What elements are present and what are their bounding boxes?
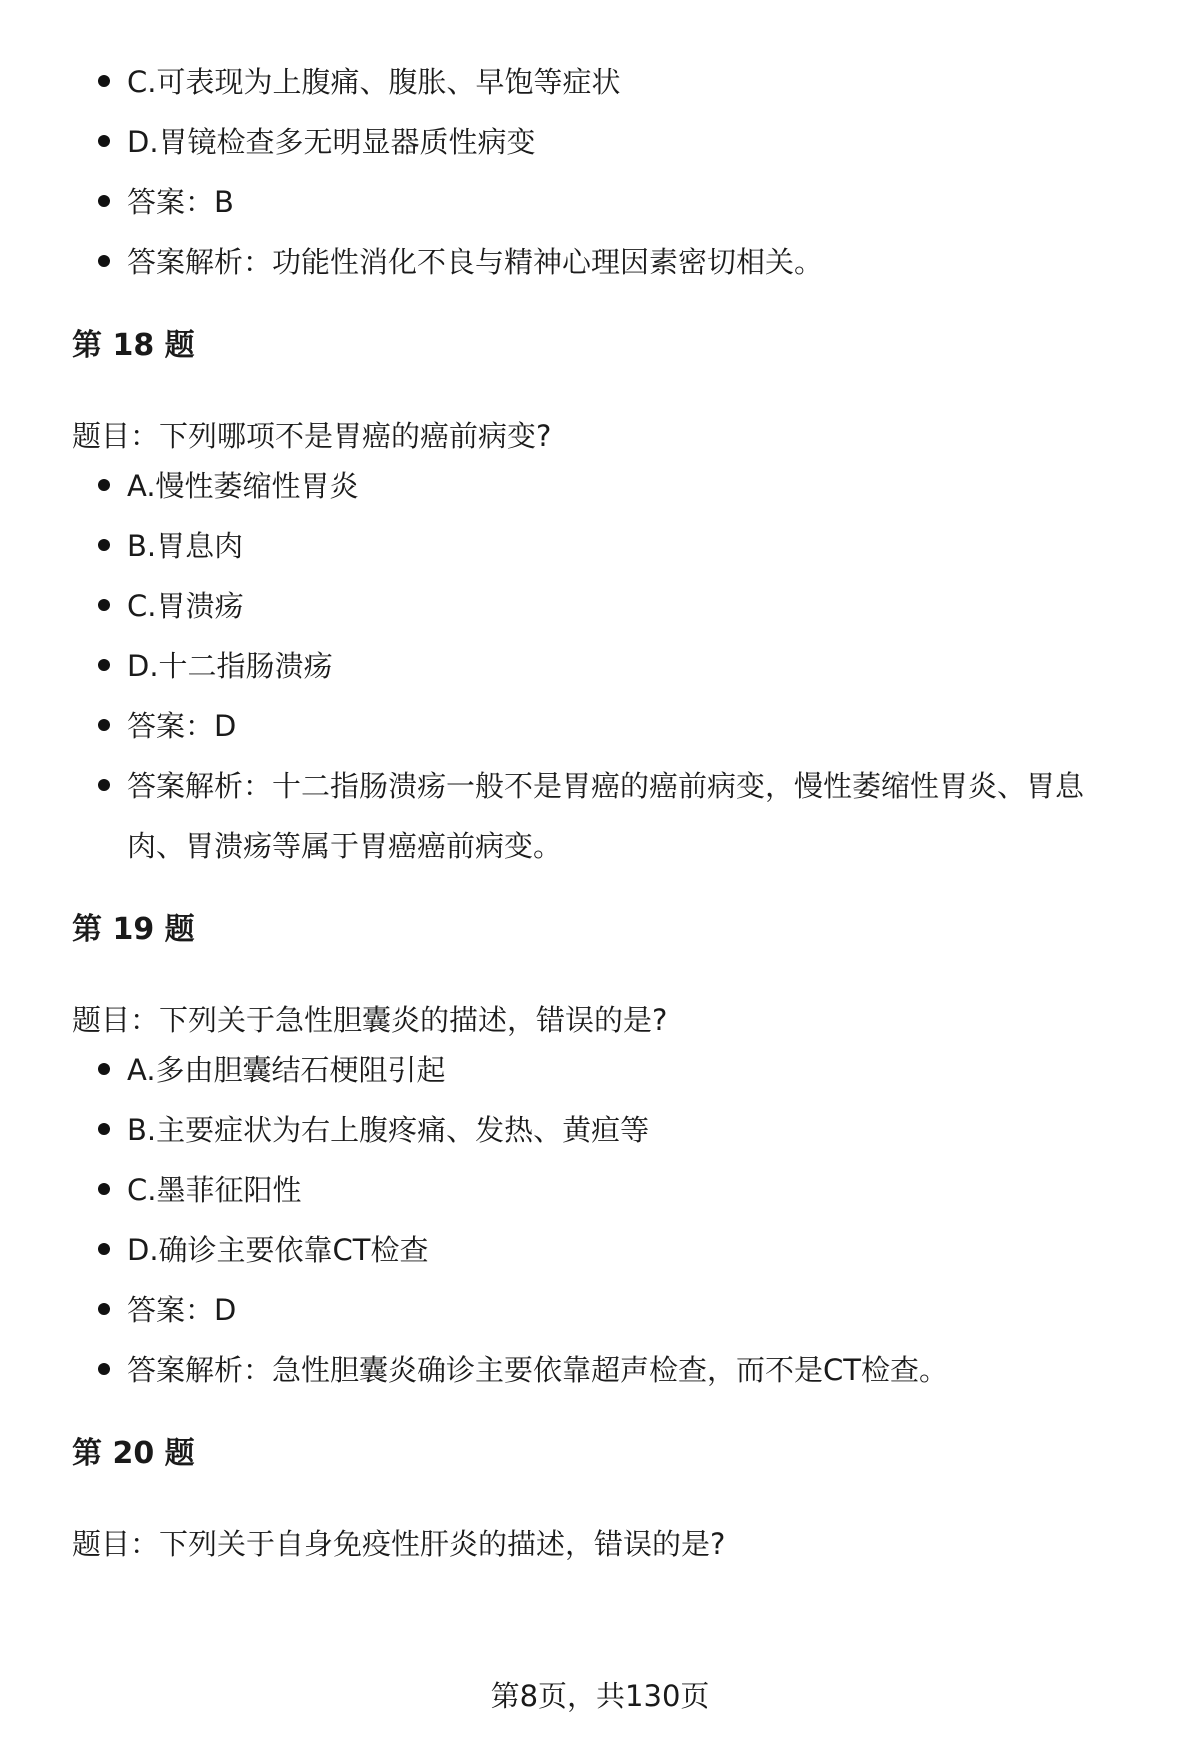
question-18-stem: 题目：下列哪项不是胃癌的癌前病变? <box>72 419 552 453</box>
question-19-options <box>72 1040 1132 1400</box>
page-footer: 第8页，共130页 <box>490 1679 710 1713</box>
option-a: A.慢性萎缩性胃炎 <box>72 456 1132 516</box>
question-19-stem: 题目：下列关于急性胆囊炎的描述，错误的是? <box>72 1003 668 1037</box>
answer-explanation: 答案解析：功能性消化不良与精神心理因素密切相关。 <box>72 232 1132 292</box>
document-page <box>72 52 1132 1564</box>
option-a: A.多由胆囊结石梗阻引起 <box>72 1040 1132 1100</box>
answer-explanation: 答案解析：十二指肠溃疡一般不是胃癌的癌前病变，慢性萎缩性胃炎、胃息肉、胃溃疡等属于胃癌癌前病变。 <box>72 756 1132 876</box>
answer: 答案：B <box>72 172 1132 232</box>
q17-continued-list <box>72 52 1132 292</box>
option-c: C.墨菲征阳性 <box>72 1160 1132 1220</box>
option-b: B.胃息肉 <box>72 516 1132 576</box>
option-d: D.确诊主要依靠CT检查 <box>72 1220 1132 1280</box>
question-20-heading: 第 20 题 <box>72 1436 195 1471</box>
answer-explanation: 答案解析：急性胆囊炎确诊主要依靠超声检查，而不是CT检查。 <box>72 1340 1132 1400</box>
question-19-heading: 第 19 题 <box>72 912 195 947</box>
question-20-stem: 题目：下列关于自身免疫性肝炎的描述，错误的是? <box>72 1527 726 1561</box>
answer: 答案：D <box>72 696 1132 756</box>
question-18-options <box>72 456 1132 876</box>
question-18-heading: 第 18 题 <box>72 328 195 363</box>
answer: 答案：D <box>72 1280 1132 1340</box>
option-c: C.胃溃疡 <box>72 576 1132 636</box>
option-d: D.胃镜检查多无明显器质性病变 <box>72 112 1132 172</box>
option-c: C.可表现为上腹痛、腹胀、早饱等症状 <box>72 52 1132 112</box>
option-b: B.主要症状为右上腹疼痛、发热、黄疸等 <box>72 1100 1132 1160</box>
option-d: D.十二指肠溃疡 <box>72 636 1132 696</box>
